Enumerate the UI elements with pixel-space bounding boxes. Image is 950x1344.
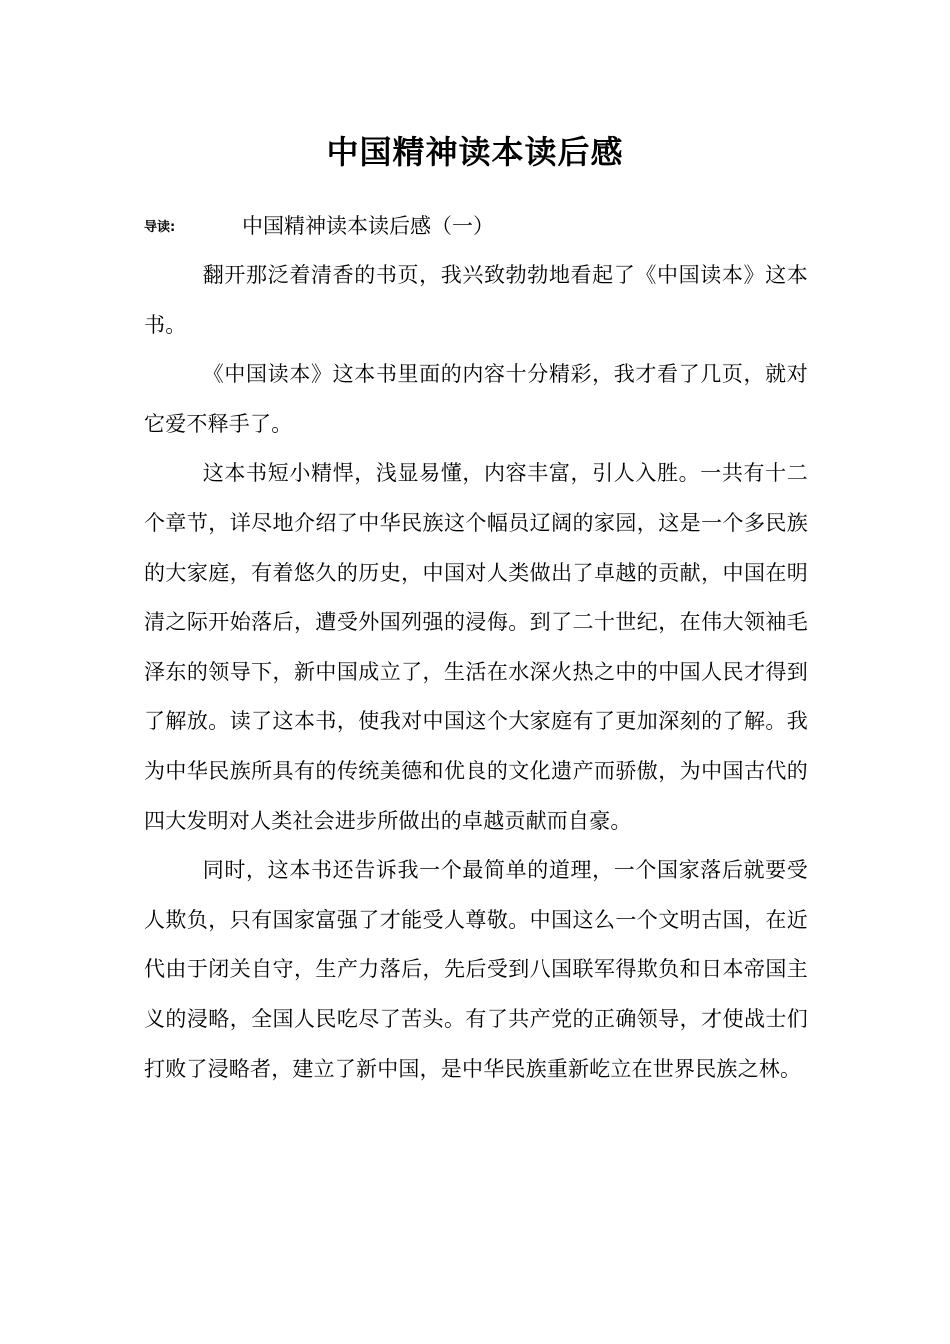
document-body xyxy=(144,251,808,1094)
guide-line xyxy=(144,208,494,242)
paragraph: 这本书短小精悍，浅显易懂，内容丰富，引人入胜。一共有十二个章节，详尽地介绍了中华民族这个幅员辽阔的家园，这是一个多民族的大家庭，有着悠久的历史，中国对人类做出了卓越的贡献，中国在明清之际开始落后，遭受外国列强的浸侮。到了二十世纪，在伟大领袖毛泽东的领导下，新中国成立了，生活在水深火热之中的中国人民才得到了解放。读了这本书，使我对中国这个大家庭有了更加深刻的了解。我为中华民族所具有的传统美德和优良的文化遗产而骄傲，为中国古代的四大发明对人类社会进步所做出的卓越贡献而自豪。 xyxy=(144,461,808,833)
document-title: 中国精神读本读后感 xyxy=(326,133,624,171)
paragraph: 同时，这本书还告诉我一个最简单的道理，一个国家落后就要受人欺负，只有国家富强了才能受人尊敬。中国这么一个文明古国，在近代由于闭关自守，生产力落后，先后受到八国联军得欺负和日本帝国主义的浸略，全国人民吃尽了苦头。有了共产党的正确领导，才使战士们打败了浸略者，建立了新中国，是中华民族重新屹立在世界民族之林。 xyxy=(144,858,808,1081)
paragraph: 翻开那泛着清香的书页，我兴致勃勃地看起了《中国读本》这本书。 xyxy=(144,263,808,337)
guide-label: 导读: xyxy=(144,219,176,235)
guide-text: 中国精神读本读后感（一） xyxy=(242,214,494,238)
paragraph: 《中国读本》这本书里面的内容十分精彩，我才看了几页，就对它爱不释手了。 xyxy=(144,362,808,436)
